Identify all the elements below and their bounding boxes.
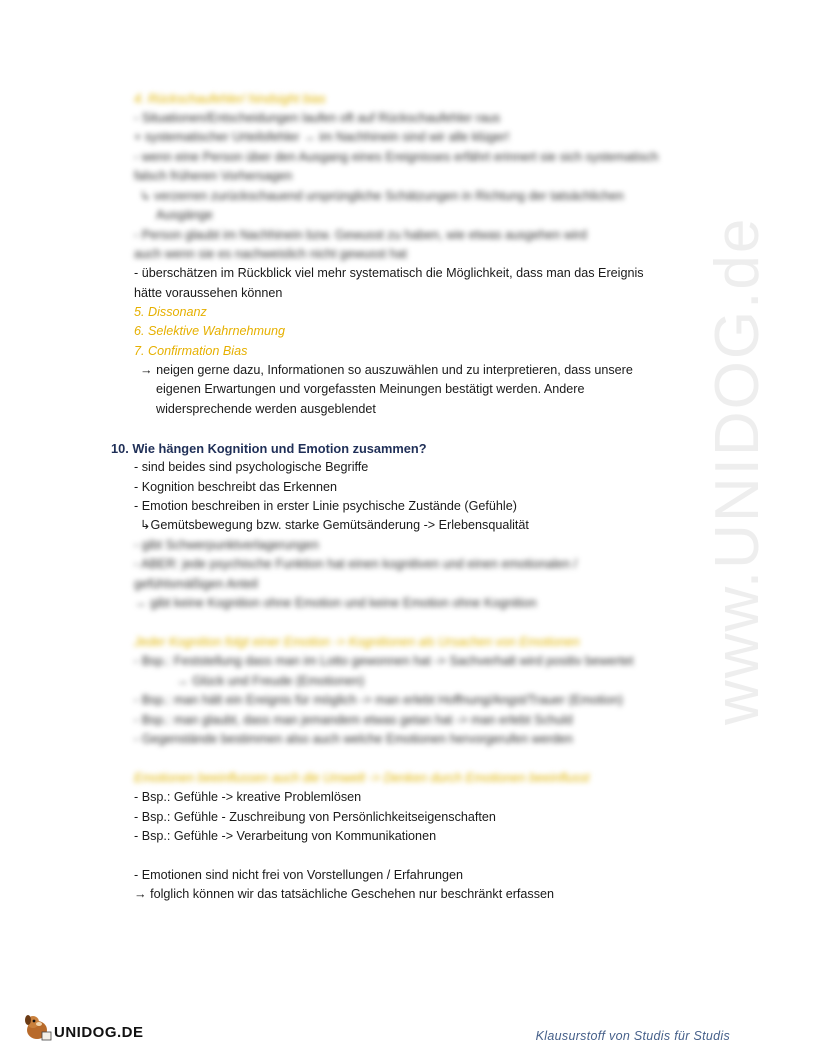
text-line: 10. Wie hängen Kognition und Emotion zusammen? xyxy=(111,441,427,456)
text-line: → gibt keine Kognition ohne Emotion und keine Emotion ohne Kognition xyxy=(134,596,537,610)
text-line: Ausgänge xyxy=(156,208,213,222)
text-line: - Emotionen sind nicht frei von Vorstellungen / Erfahrungen xyxy=(134,868,464,882)
text-line: → Glück und Freude (Emotionen) xyxy=(176,674,365,688)
dog-icon xyxy=(22,1010,56,1044)
text-line: - ABER: jede psychische Funktion hat einen kognitiven und einen emotionalen / xyxy=(134,557,578,571)
text-line: - Bsp.: Gefühle - Zuschreibung von Persönlichkeitseigenschaften xyxy=(134,810,496,824)
text-line: gefühlsmäßigen Anteil xyxy=(134,577,258,591)
text-line: - Emotion beschreiben in erster Linie psychische Zustände (Gefühle) xyxy=(134,499,517,513)
text-line: - überschätzen im Rückblick viel mehr systematisch die Möglichkeit, dass man das Ereignis xyxy=(134,266,644,280)
text-line: 6. Selektive Wahrnehmung xyxy=(134,324,285,338)
text-line: - Kognition beschreibt das Erkennen xyxy=(134,480,338,494)
text-line: - gibt Schwerpunktverlagerungen xyxy=(134,538,319,552)
text-line: hätte voraussehen können xyxy=(134,286,283,300)
text-line: ↳ verzerren zurückschauend ursprüngliche Schätzungen in Richtung der tatsächlichen xyxy=(140,189,624,203)
text-line: ↳Gemütsbewegung bzw. starke Gemütsänderung -> Erlebensqualität xyxy=(140,518,529,532)
footer-tagline: Klausurstoff von Studis für Studis xyxy=(535,1029,730,1043)
text-line: - Gegenstände bestimmen also auch welche Emotionen hervorgerufen werden xyxy=(134,732,573,746)
text-line: - Bsp.: Feststellung dass man im Lotto gewonnen hat -> Sachverhalt wird positiv bewertet xyxy=(134,654,634,668)
text-line: falsch früheren Vorhersagen xyxy=(134,169,293,183)
text-line: - wenn eine Person über den Ausgang eines Ereignisses erfährt erinnert sie sich systematisch xyxy=(134,150,659,164)
text-line: 4. Rückschaufehler/ hindsight bias xyxy=(134,92,326,106)
watermark-text: www.UNIDOG.de xyxy=(703,216,772,725)
text-line: widersprechende werden ausgeblendet xyxy=(156,402,376,416)
text-line: - Situationen/Entscheidungen laufen oft auf Rückschaufehler raus xyxy=(134,111,501,125)
watermark xyxy=(602,216,822,725)
text-line: - Person glaubt im Nachhinein bzw. Gewusst zu haben, wie etwas ausgehen wird xyxy=(134,228,587,242)
text-line: 7. Confirmation Bias xyxy=(134,344,248,358)
text-line: - Bsp.: man hält ein Ereignis für möglich -> man erlebt Hoffnung/Angst/Trauer (Emotion) xyxy=(134,693,623,707)
text-line: Emotionen beeinflussen auch die Umwelt -> Denken durch Emotionen beeinflusst xyxy=(134,771,590,785)
text-line: Jeder Kognition folgt einer Emotion -> Kognitionen als Ursachen von Emotionen xyxy=(134,635,580,649)
text-line: + systematischer Urteilsfehler → im Nachhinein sind wir alle klüger! xyxy=(134,130,510,144)
logo-text: UNIDOG.DE xyxy=(54,1024,144,1041)
text-line: - Bsp.: man glaubt, dass man jemandem etwas getan hat -> man erlebt Schuld xyxy=(134,713,573,727)
text-line: - Bsp.: Gefühle -> Verarbeitung von Kommunikationen xyxy=(134,829,437,843)
text-line: eigenen Erwartungen und vorgefassten Meinungen bestätigt werden. Andere xyxy=(156,382,585,396)
text-line: - Bsp.: Gefühle -> kreative Problemlösen xyxy=(134,790,362,804)
text-line: → neigen gerne dazu, Informationen so auszuwählen und zu interpretieren, dass unsere xyxy=(140,363,633,377)
unidog-logo xyxy=(22,1010,162,1050)
text-line: → folglich können wir das tatsächliche Geschehen nur beschränkt erfassen xyxy=(134,887,555,901)
text-line: - sind beides sind psychologische Begriffe xyxy=(134,460,369,474)
text-line: 5. Dissonanz xyxy=(134,305,207,319)
text-line: auch wenn sie es nachweislich nicht gewusst hat xyxy=(134,247,408,261)
